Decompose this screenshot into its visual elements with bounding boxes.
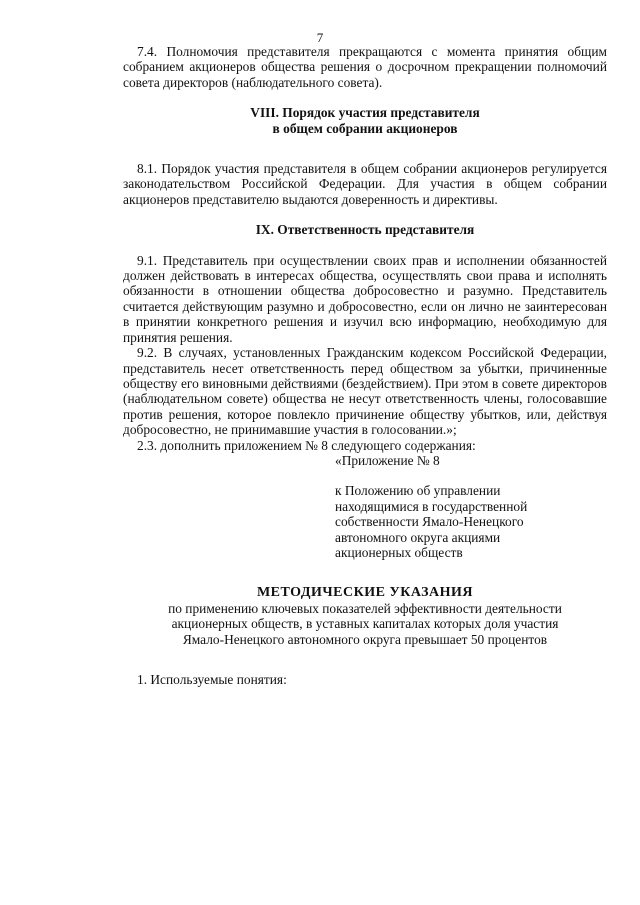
annex-reference-line1: к Положению об управлении	[335, 483, 501, 499]
item-1-heading: 1. Используемые понятия:	[137, 672, 287, 687]
paragraph-8-1: 8.1. Порядок участия представителя в общем собрании акционеров регулируется законодательством Российской Федерации. Для участия в общем собрании акционеров представителю выдаются доверенность и директивы.	[123, 161, 607, 207]
section-8-heading-line2: в общем собрании акционеров	[272, 120, 458, 136]
section-8-heading-line1: VIII. Порядок участия представителя	[250, 105, 480, 121]
annex-reference-line3: собственности Ямало-Ненецкого	[335, 514, 524, 530]
paragraph-2-3: 2.3. дополнить приложением № 8 следующего содержания:	[137, 437, 476, 453]
annex-reference-line5: акционерных обществ	[335, 544, 463, 560]
guidelines-subtitle-line2: акционерных обществ, в уставных капиталах которых доля участия	[171, 616, 559, 632]
annex-reference-line4: автономного округа акциями	[335, 529, 501, 545]
guidelines-subtitle-line3: Ямало-Ненецкого автономного округа превышает 50 процентов	[182, 631, 548, 647]
paragraph-9-2: 9.2. В случаях, установленных Гражданским кодексом Российской Федерации, представитель несет ответственность перед обществом за убытки, причиненные обществу его виновными действиями (бездействием). При этом в совете директоров (наблюдательном совете) общества не несут ответственность члены, голосовавшие против решения, которое повлекло причинение обществу убытков, или, действуя добросовестно, не принимавшие участия в голосовании.»;	[123, 345, 607, 438]
paragraph-9-1: 9.1. Представитель при осуществлении своих прав и исполнении обязанностей должен действовать в интересах общества, осуществлять свои права и исполнять обязанности в отношении общества добросовестно и разумно. Представитель считается действующим разумно и добросовестно, если он лично не заинтересован в принятии конкретного решения и изучил всю информацию, необходимую для принятия решения.	[123, 252, 607, 345]
section-9-heading: IX. Ответственность представителя	[255, 222, 475, 238]
page-number: 7	[316, 30, 324, 45]
annex-title: «Приложение № 8	[335, 452, 440, 468]
guidelines-subtitle-line1: по применению ключевых показателей эффективности деятельности	[168, 600, 562, 616]
paragraph-7-4: 7.4. Полномочия представителя прекращаются с момента принятия общим собранием акционеров общества решения о досрочном прекращении полномочий совета директоров (наблюдательного совета).	[123, 44, 607, 90]
guidelines-title: МЕТОДИЧЕСКИЕ УКАЗАНИЯ	[256, 585, 474, 601]
document-body	[123, 44, 607, 687]
annex-reference-line2: находящимися в государственной	[335, 498, 528, 514]
